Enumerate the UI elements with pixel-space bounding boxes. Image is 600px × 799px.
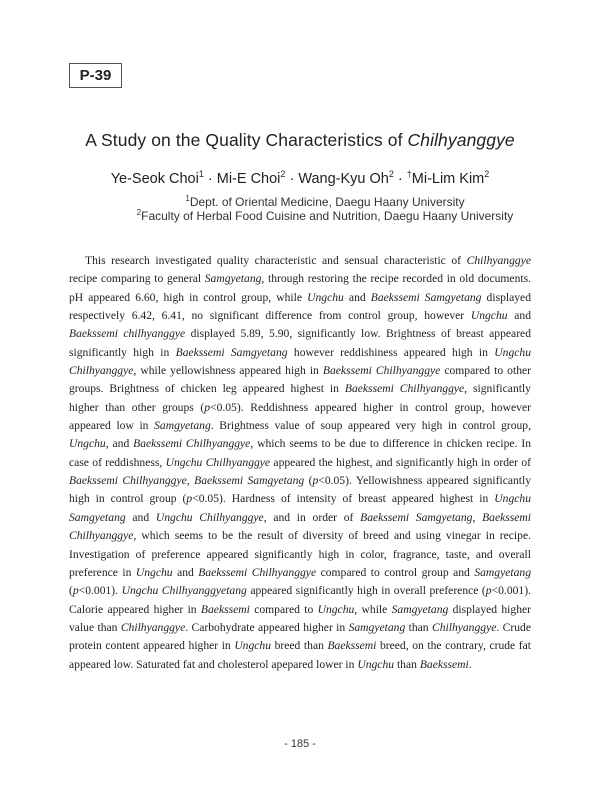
author: Wang-Kyu Oh$^2$ xyxy=(298,169,394,187)
abstract-italic-term: p xyxy=(312,474,319,488)
abstract-text: , while xyxy=(354,602,392,616)
abstract-italic-term: Samgyetang xyxy=(154,419,211,433)
abstract-italic-term: Ungchu xyxy=(317,602,355,616)
paper-title-italic: Chilhyanggye xyxy=(407,130,515,150)
abstract-text: displayed 5.89, 5.90, significantly low. Brightness of breast appeared significantly high in xyxy=(69,327,531,359)
abstract-text: , while yellowishness appeared high in xyxy=(133,364,323,378)
abstract-italic-term: Chilhyanggye xyxy=(431,620,497,634)
abstract-italic-term: Samgyetang xyxy=(204,272,262,286)
abstract-italic-term: Baekssemi xyxy=(327,639,377,653)
affiliation: $^2$Faculty of Herbal Food Cuisine and Nutrition, Daegu Haany University xyxy=(136,208,514,223)
abstract-text: . Carbohydrate appeared higher in xyxy=(185,620,349,634)
abstract-italic-term: p xyxy=(485,584,492,598)
abstract-text: and xyxy=(507,309,531,323)
abstract-italic-term: Baekssemi Chilhyanggye xyxy=(69,474,187,488)
abstract-text: . Crude protein content appeared higher in xyxy=(69,620,531,653)
abstract-italic-term: Ungchu Chilhyanggye xyxy=(69,345,532,378)
abstract-text: and xyxy=(125,510,156,524)
abstract-italic-term: Baekssemi Samgyetang xyxy=(370,290,482,304)
abstract-text: <0.001). xyxy=(78,584,122,598)
abstract-text: and xyxy=(172,565,199,579)
abstract-text: , which seems to be the result of diversity of breed and using vinegar in recipe. Investigation of preference appeared significantly high in color, fragrance, taste, and overall preference in xyxy=(69,529,531,579)
abstract-italic-term: Ungchu xyxy=(234,639,272,653)
abstract-italic-term: Baekssemi Samgyetang xyxy=(175,345,288,359)
abstract-text: compared to xyxy=(249,602,318,616)
abstract-text: displayed higher value than xyxy=(69,602,532,634)
abstract-italic-term: Ungchu Chilhyanggyetang xyxy=(121,584,247,598)
abstract xyxy=(69,252,531,674)
abstract-text: , and in order of xyxy=(263,510,361,524)
abstract-text: , through restoring the recipe recorded in old documents. pH appeared 6.60, high in control group, while xyxy=(69,272,532,304)
abstract-italic-term: Ungchu xyxy=(357,657,395,671)
abstract-text: than xyxy=(405,620,432,634)
abstract-text: breed, on the contrary, crude fat appeared low. Saturated fat and cholesterol apepared lower in xyxy=(69,639,531,671)
abstract-italic-term: Ungchu xyxy=(69,437,106,451)
abstract-text: <0.05). Hardness of intensity of breast appeared highest in xyxy=(192,492,495,506)
paper-title-text: A Study on the Quality Characteristics of xyxy=(85,130,408,150)
abstract-italic-term: Ungchu xyxy=(470,309,508,323)
abstract-text: appeared the highest, and significantly high in order of xyxy=(270,455,532,469)
abstract-italic-term: Samgyetang xyxy=(474,565,531,579)
abstract-text: . Brightness value of soup appeared very high in control group, xyxy=(210,419,531,433)
abstract-italic-term: Ungchu Samgyetang xyxy=(69,492,531,524)
page-number: - 185 - xyxy=(284,738,316,750)
abstract-italic-term: Baekssemi Samgyetang xyxy=(360,510,473,524)
abstract-italic-term: p xyxy=(72,584,79,598)
abstract-text: breed than xyxy=(271,639,328,653)
abstract-italic-term: p xyxy=(204,400,211,414)
abstract-italic-term: Samgyetang xyxy=(348,620,406,634)
author-separator: · xyxy=(393,171,407,187)
abstract-text: however reddishiness appeared high in xyxy=(287,345,495,359)
abstract-italic-term: Baekssemi Chilhyanggye xyxy=(322,364,441,378)
abstract-italic-term: Ungchu xyxy=(135,565,173,579)
abstract-text: ( xyxy=(69,584,73,598)
abstract-italic-term: Ungchu xyxy=(307,290,344,304)
abstract-text: than xyxy=(394,657,420,671)
abstract-italic-term: Baekssemi Chilhyanggye xyxy=(344,382,465,396)
abstract-italic-term: Baekssemi xyxy=(419,657,469,671)
abstract-text: <0.001). Calorie appeared higher in xyxy=(69,584,531,616)
abstract-paragraph xyxy=(69,252,531,674)
abstract-italic-term: Ungchu Chilhyanggye xyxy=(155,510,264,524)
abstract-italic-term: Chilhyanggye xyxy=(120,620,186,634)
abstract-italic-term: Baekssemi chilhyanggye xyxy=(69,327,186,341)
author-separator: · xyxy=(285,171,299,187)
abstract-text: , xyxy=(186,474,195,488)
author-list xyxy=(0,169,600,187)
abstract-italic-term: Samgyetang xyxy=(391,602,449,616)
abstract-italic-term: p xyxy=(186,492,193,506)
author: Mi-E Choi$^2$ xyxy=(216,169,286,187)
abstract-text: displayed respectively 6.42, 6.41, no significant difference from control group, however xyxy=(69,290,531,323)
abstract-italic-term: Baekssemi Chilhyanggye xyxy=(69,510,531,543)
abstract-text: recipe comparing to general xyxy=(69,272,205,286)
abstract-italic-term: Baekssemi Chilhyanggye xyxy=(133,437,251,451)
abstract-text: <0.05). Reddishness appeared higher in control group, however appeared low in xyxy=(69,400,531,433)
abstract-text: appeared significantly high in overall preference ( xyxy=(246,584,486,598)
author-corresponding: †Mi-Lim Kim$^2$ xyxy=(406,169,490,187)
abstract-italic-term: Chilhyanggye xyxy=(466,254,531,267)
abstract-text: . xyxy=(468,657,472,671)
abstract-text: , significantly higher than other groups ( xyxy=(69,382,531,414)
author: Ye-Seok Choi$^1$ xyxy=(110,169,204,187)
abstract-italic-term: Baekssemi xyxy=(200,602,250,616)
poster-number-badge: P-39 xyxy=(69,63,122,88)
abstract-text: , xyxy=(472,510,483,524)
abstract-text: and xyxy=(343,290,371,304)
author-separator: · xyxy=(203,171,217,187)
paper-title xyxy=(0,130,600,151)
abstract-italic-term: Baekssemi Chilhyanggye xyxy=(198,565,317,579)
abstract-text: , and xyxy=(105,437,134,451)
abstract-text: This research investigated quality characteristic and sensual characteristic of xyxy=(85,254,467,267)
abstract-text: <0.05). Yellowishness appeared significantly high in control group ( xyxy=(69,474,532,506)
affiliation: $^1$Dept. of Oriental Medicine, Daegu Haany University xyxy=(185,194,465,209)
abstract-text: , which seems to be due to difference in chicken recipe. In case of reddishness, xyxy=(69,437,532,469)
abstract-text: ( xyxy=(304,474,313,488)
abstract-italic-term: Baekssemi Samgyetang xyxy=(194,474,305,488)
abstract-italic-term: Ungchu Chilhyanggye xyxy=(165,455,271,469)
abstract-text: compared to control group and xyxy=(316,565,475,579)
abstract-text: compared to other groups. Brightness of chicken leg appeared highest in xyxy=(69,364,532,396)
